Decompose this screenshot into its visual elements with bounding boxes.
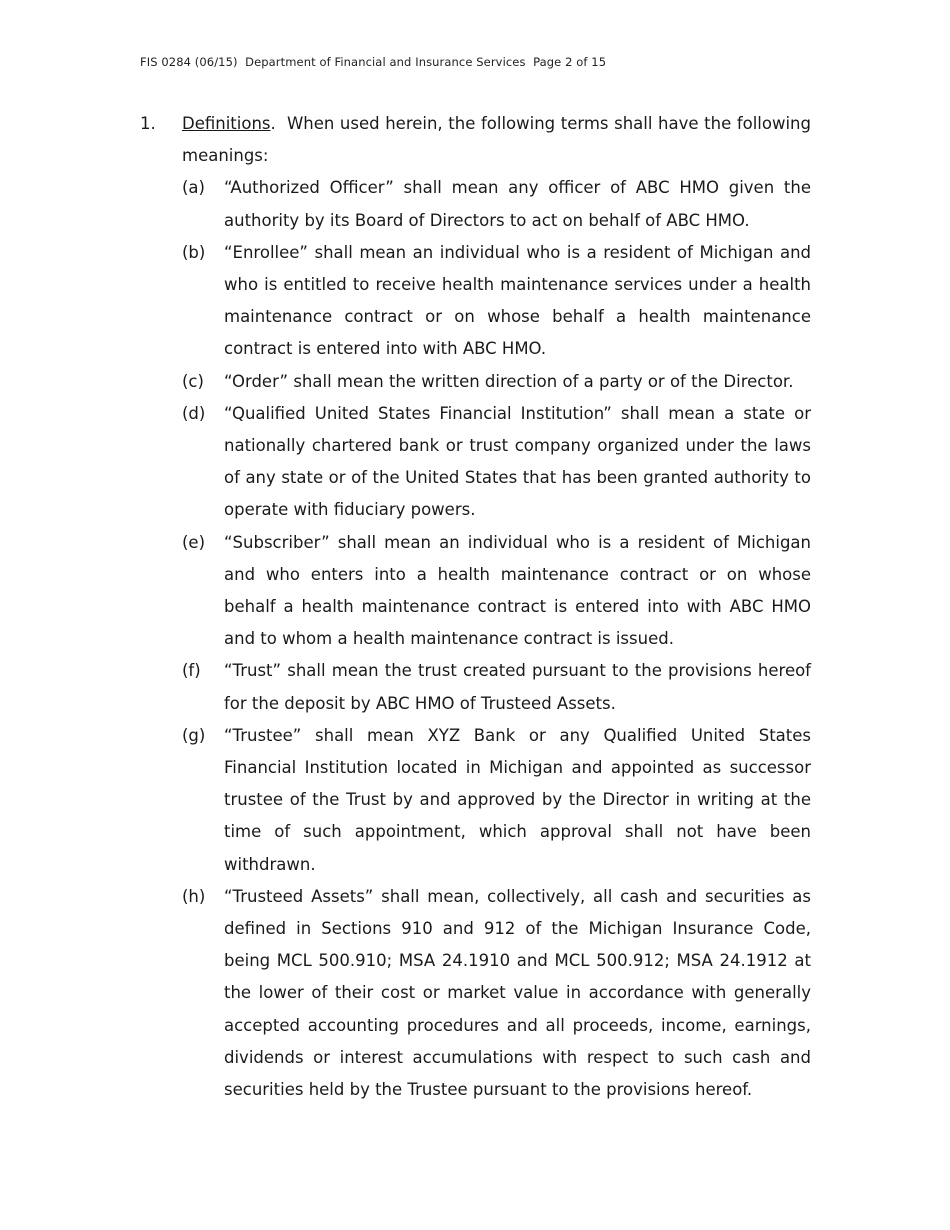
item-label: (e) [182,532,206,552]
page-header: FIS 0284 (06/15) Department of Financial and Insurance Services Page 2 of 15 [140,55,607,69]
document-body [140,108,817,1106]
item-text: “Qualified United States Financial Institution” shall mean a state or nationally chartered bank or trust company organized under the laws of any state or of the United States that has been granted authority to operate with fiduciary powers. [224,403,811,520]
item-text: “Authorized Officer” shall mean any officer of ABC HMO given the authority by its Board of Directors to act on behalf of ABC HMO. [224,178,811,230]
item-text: “Trusteed Assets” shall mean, collectively, all cash and securities as defined in Sections 910 and 912 of the Michigan Insurance Code, being MCL 500.910; MSA 24.1910 and MCL 500.912; MSA 24.1912 at the lower of their cost or market value in accordance with generally accepted accounting procedures and all proceeds, income, earnings, dividends or interest accumulations with respect to such cash and securities held by the Trustee pursuant to the provisions hereof. [224,886,811,1100]
item-text: “Subscriber” shall mean an individual who is a resident of Michigan and who enters into a health maintenance contract or on whose behalf a health maintenance contract is entered into with ABC HMO and to whom a health maintenance contract is issued. [224,532,811,649]
section-title-suffix: . [270,114,276,133]
item-label: (h) [182,886,206,906]
item-label: (a) [182,178,205,198]
definition-item-e [182,527,811,656]
item-label: (c) [182,371,204,391]
section-intro: When used herein, the following terms shall have the following meanings: [182,114,817,166]
section-definitions [140,108,817,1106]
definition-item-f [182,655,811,719]
definition-item-g [182,720,811,881]
item-label: (f) [182,661,201,681]
item-label: (g) [182,725,206,745]
definition-item-d [182,398,811,527]
item-text: “Trust” shall mean the trust created pursuant to the provisions hereof for the deposit by ABC HMO of Trusteed Assets. [224,661,811,713]
definition-item-b [182,237,811,366]
definition-item-a [182,172,811,236]
section-intro-paragraph [182,108,817,172]
definition-item-c [182,366,811,398]
definition-item-h [182,881,811,1106]
section-title: Definitions [182,114,271,133]
item-text: “Enrollee” shall mean an individual who is a resident of Michigan and who is entitled to receive health maintenance services under a health maintenance contract or on whose behalf a health maintenance contract is entered into with ABC HMO. [224,242,811,359]
item-label: (d) [182,403,206,423]
item-text: “Order” shall mean the written direction of a party or of the Director. [224,371,794,391]
section-number: 1. [140,114,156,133]
item-label: (b) [182,242,206,262]
item-text: “Trustee” shall mean XYZ Bank or any Qualified United States Financial Institution located in Michigan and appointed as successor trustee of the Trust by and approved by the Director in writing at the time of such appointment, which approval shall not have been withdrawn. [224,725,811,874]
section-body [182,108,817,1106]
